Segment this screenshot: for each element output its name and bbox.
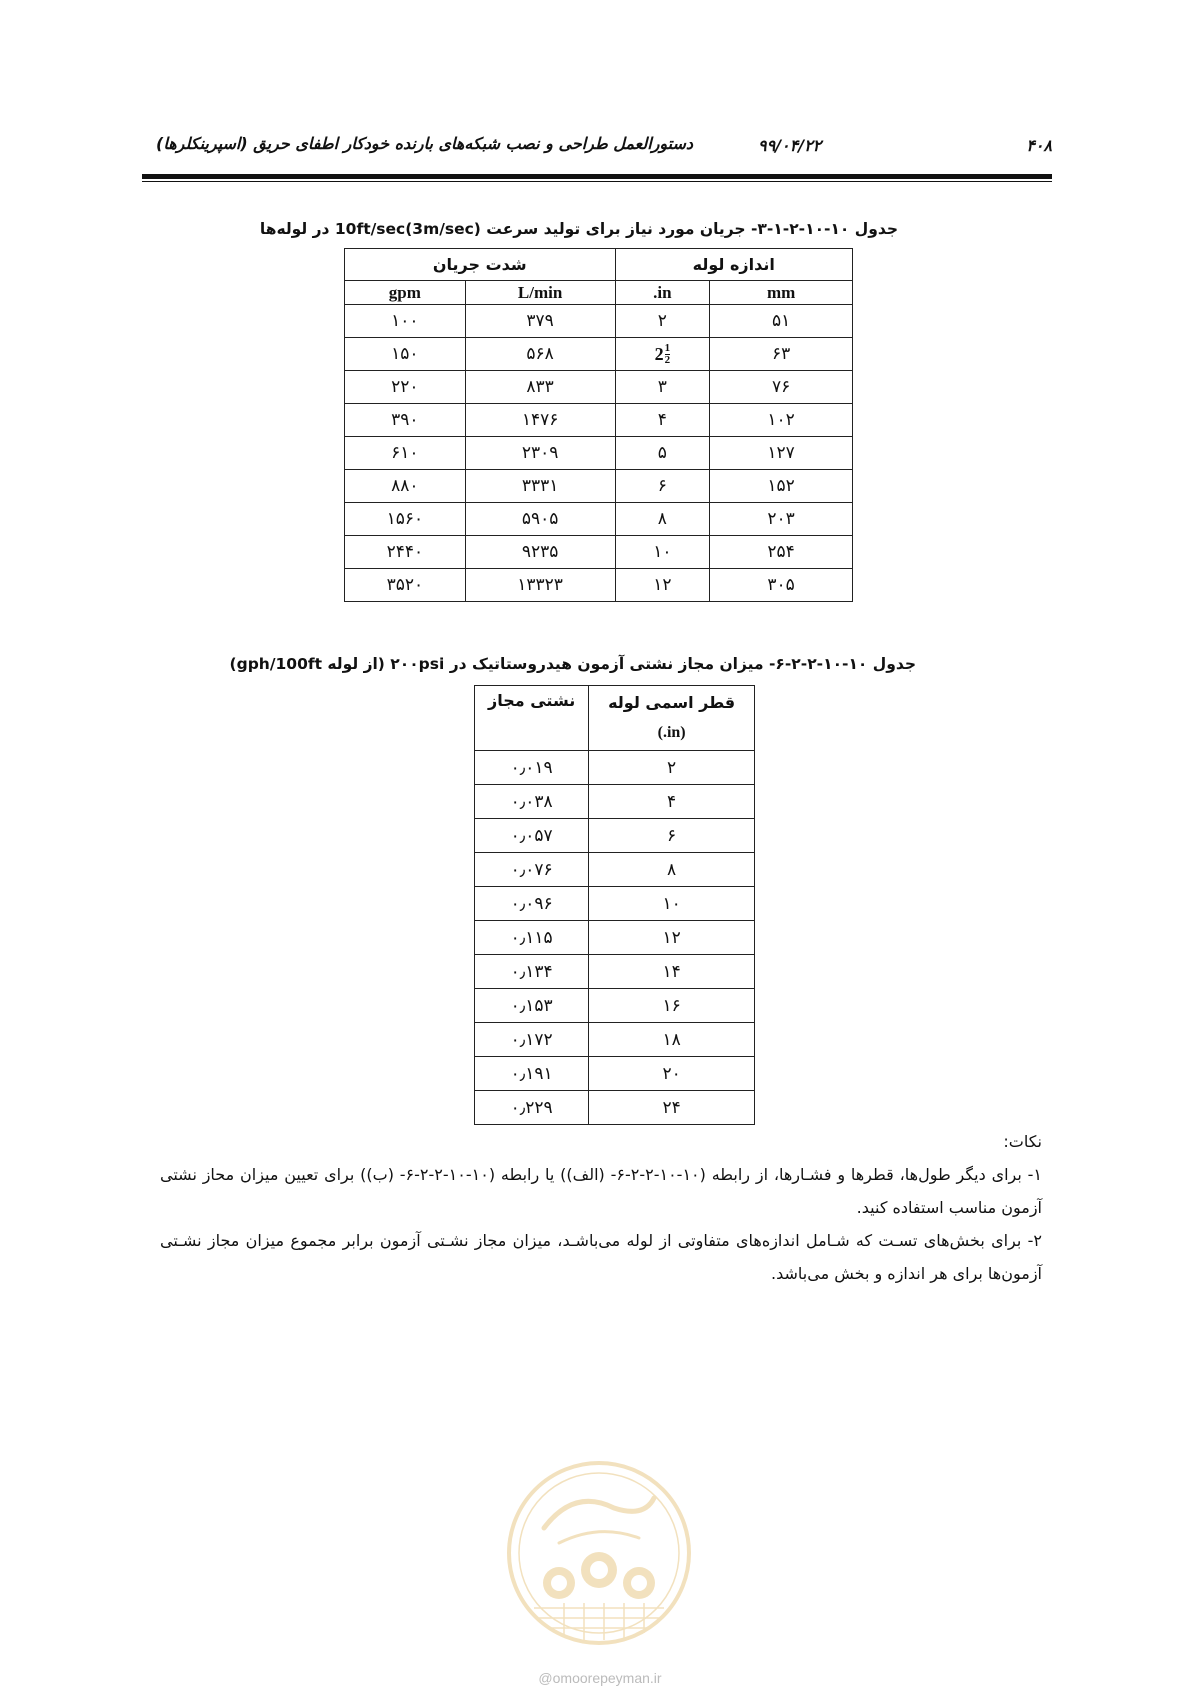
fraction-whole: 2 (654, 343, 664, 364)
lmin-cell: ۵۹۰۵ (465, 503, 615, 536)
leak-cell: ۰٫۱۱۵ (475, 921, 589, 955)
watermark-logo (504, 1458, 694, 1648)
mm-cell: ۵۱ (710, 305, 853, 338)
diameter-cell: ۱۸ (589, 1023, 755, 1057)
header-date: ۹۹/۰۴/۲۲ (758, 136, 822, 155)
pipe-size-group-header: اندازه لوله (615, 249, 852, 281)
note-1: ۱- برای دیگر طول‌ها، قطرها و فشـارها، از رابطه (۱۰-۱۰-۲-۲-۶- (الف)) یا رابطه (۱۰-۱۰-۲-۲-۶- (ب)) برای تعیین میزان محاز نشتی آزمون مناسب استفاده کنید. (160, 1165, 1043, 1217)
in-cell: ۵ (615, 437, 710, 470)
diameter-cell: ۲۴ (589, 1091, 755, 1125)
header-rule-thin (142, 181, 1052, 182)
mm-column-header: mm (710, 281, 853, 305)
gpm-cell: ۳۵۲۰ (345, 569, 466, 602)
mm-cell: ۲۵۴ (710, 536, 853, 569)
leak-cell: ۰٫۰۵۷ (475, 819, 589, 853)
table-row (345, 470, 853, 503)
leak-header-label: نشتی مجاز (488, 691, 576, 710)
gpm-cell: ۳۹۰ (345, 404, 466, 437)
gpm-cell: ۲۲۰ (345, 371, 466, 404)
mm-cell: ۱۰۲ (710, 404, 853, 437)
diameter-header-unit: (in.) (657, 724, 686, 741)
table-row (345, 536, 853, 569)
fraction-two-and-half (655, 343, 671, 366)
lmin-cell: ۱۳۳۲۳ (465, 569, 615, 602)
table-row (475, 785, 755, 819)
diameter-header-label: قطر اسمی لوله (608, 693, 736, 712)
mm-cell: ۱۵۲ (710, 470, 853, 503)
leak-cell: ۰٫۱۷۲ (475, 1023, 589, 1057)
leak-cell: ۰٫۲۲۹ (475, 1091, 589, 1125)
gpm-cell: ۸۸۰ (345, 470, 466, 503)
table-row (345, 437, 853, 470)
table-row (475, 955, 755, 989)
table-row (475, 1057, 755, 1091)
table-row (345, 338, 853, 371)
lmin-cell: ۸۳۳ (465, 371, 615, 404)
lmin-cell: ۱۴۷۶ (465, 404, 615, 437)
table-row (345, 569, 853, 602)
table-row (475, 853, 755, 887)
table-row (475, 751, 755, 785)
mm-cell: ۱۲۷ (710, 437, 853, 470)
diameter-cell: ۸ (589, 853, 755, 887)
mm-cell: ۲۰۳ (710, 503, 853, 536)
table-row (475, 887, 755, 921)
page-number: ۴۰۸ (1026, 136, 1052, 155)
mm-cell: ۷۶ (710, 371, 853, 404)
gpm-cell: ۱۵۰ (345, 338, 466, 371)
lmin-column-header: L/min (465, 281, 615, 305)
table-row (475, 921, 755, 955)
flow-velocity-table (344, 248, 853, 602)
table1-caption: جدول ۱۰-۱۰-۲-۱-۳- جریان مورد نیاز برای تولید سرعت 10ft/sec(3m/sec) در لوله‌ها (259, 220, 898, 238)
in-cell: ۲ (615, 305, 710, 338)
diameter-cell: ۱۴ (589, 955, 755, 989)
gpm-cell: ۲۴۴۰ (345, 536, 466, 569)
in-cell: ۴ (615, 404, 710, 437)
notes-heading: نکات: (1003, 1132, 1042, 1151)
in-cell: ۶ (615, 470, 710, 503)
leak-cell: ۰٫۰۱۹ (475, 751, 589, 785)
diameter-cell: ۶ (589, 819, 755, 853)
diameter-column-header (589, 686, 755, 751)
diameter-cell: ۲۰ (589, 1057, 755, 1091)
leak-cell: ۰٫۱۹۱ (475, 1057, 589, 1091)
leak-cell: ۰٫۰۳۸ (475, 785, 589, 819)
flow-rate-group-header: شدت جریان (345, 249, 616, 281)
notes-section (160, 1125, 1042, 1290)
fraction-numerator: 1 (664, 341, 671, 354)
table-row (475, 1091, 755, 1125)
in-cell: ۱۲ (615, 569, 710, 602)
table-row (345, 305, 853, 338)
leak-column-header (475, 686, 589, 751)
page-header (142, 128, 1052, 158)
table2-caption: جدول ۱۰-۱۰-۲-۲-۶- میزان مجاز نشتی آزمون هیدروستاتیک در ۲۰۰psi (از لوله gph/100ft) (229, 655, 916, 673)
table-row (345, 371, 853, 404)
watermark-text: @omoorepeyman.ir (538, 1670, 662, 1686)
in-column-header: in. (615, 281, 710, 305)
diameter-cell: ۴ (589, 785, 755, 819)
lmin-cell: ۹۲۳۵ (465, 536, 615, 569)
gpm-cell: ۶۱۰ (345, 437, 466, 470)
fraction-denominator: 2 (664, 353, 671, 366)
lmin-cell: ۳۳۳۱ (465, 470, 615, 503)
gpm-cell: ۱۵۶۰ (345, 503, 466, 536)
in-cell (615, 338, 710, 371)
document-title: دستورالعمل طراحی و نصب شبکه‌های بارنده خودکار اطفای حریق (اسپرینکلرها) (156, 134, 694, 153)
mm-cell: ۶۳ (710, 338, 853, 371)
leak-cell: ۰٫۰۹۶ (475, 887, 589, 921)
in-cell: ۸ (615, 503, 710, 536)
diameter-cell: ۱۶ (589, 989, 755, 1023)
table-row (475, 989, 755, 1023)
in-cell: ۱۰ (615, 536, 710, 569)
in-cell: ۳ (615, 371, 710, 404)
gpm-cell: ۱۰۰ (345, 305, 466, 338)
diameter-cell: ۲ (589, 751, 755, 785)
gpm-column-header: gpm (345, 281, 466, 305)
leak-cell: ۰٫۱۵۳ (475, 989, 589, 1023)
lmin-cell: ۵۶۸ (465, 338, 615, 371)
table-row (345, 503, 853, 536)
mm-cell: ۳۰۵ (710, 569, 853, 602)
lmin-cell: ۲۳۰۹ (465, 437, 615, 470)
diameter-cell: ۱۲ (589, 921, 755, 955)
leakage-table (474, 685, 755, 1125)
note-2: ۲- برای بخش‌های تسـت که شـامل اندازه‌های متفاوتی از لوله می‌باشـد، میزان مجاز نشـتی آزمون برابر مجموع میزان مجاز نشـتی آزمون‌ها برای هر اندازه و بخش می‌باشد. (160, 1231, 1042, 1283)
table-row (345, 404, 853, 437)
header-rule-thick (142, 174, 1052, 179)
diameter-cell: ۱۰ (589, 887, 755, 921)
lmin-cell: ۳۷۹ (465, 305, 615, 338)
leak-cell: ۰٫۰۷۶ (475, 853, 589, 887)
leak-cell: ۰٫۱۳۴ (475, 955, 589, 989)
table-row (475, 1023, 755, 1057)
table-row (475, 819, 755, 853)
